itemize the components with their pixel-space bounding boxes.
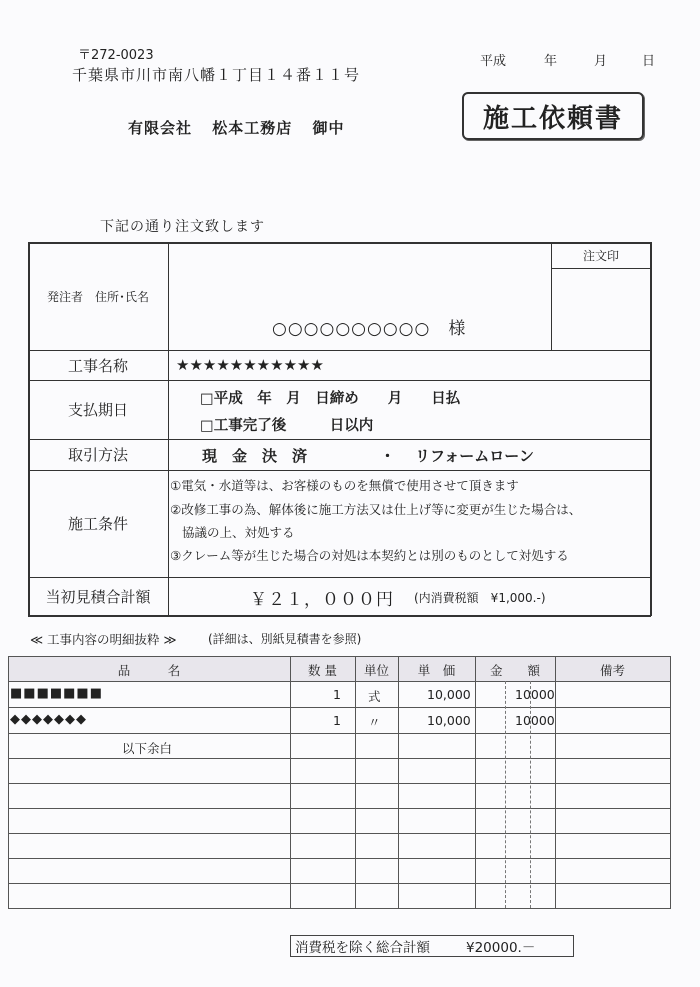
grand-total bbox=[290, 935, 574, 957]
orderer-label: 発注者 住所･氏名 bbox=[46, 289, 149, 304]
project-name-value: ★★★★★★★★★★★ bbox=[176, 356, 324, 374]
trade-loan: リフォームローン bbox=[415, 447, 534, 465]
stamp-label: 注文印 bbox=[582, 248, 619, 263]
row-1-item: ■■■■■■■ bbox=[10, 686, 103, 701]
orderer-name: ○○○○○○○○○○ 様 bbox=[272, 319, 467, 339]
trade-separator: ・ bbox=[380, 447, 396, 465]
address: 千葉県市川市南八幡１丁目１４番１１号 bbox=[72, 66, 361, 84]
col-remarks: 備考 bbox=[599, 663, 625, 678]
date-year: 年 bbox=[544, 54, 558, 69]
trade-cash: 現 金 決 済 bbox=[202, 447, 308, 465]
row-1-price: 10,000 bbox=[427, 687, 471, 702]
details-section-title: ≪ 工事内容の明細抜粋 ≫ bbox=[30, 632, 177, 647]
details-section-note: (詳細は、別紙見積書を参照) bbox=[208, 632, 362, 646]
row-1-amount: 10000 bbox=[515, 687, 555, 702]
row-2-item: ◆◆◆◆◆◆◆ bbox=[10, 712, 87, 727]
col-unit: 単位 bbox=[363, 663, 389, 678]
condition-1: ①電気・水道等は、お客様のものを無償で使用させて頂きます bbox=[170, 478, 519, 493]
honorific: 御中 bbox=[312, 119, 345, 137]
estimate-value: ￥２１，０００円 bbox=[250, 590, 394, 610]
row-2-price: 10,000 bbox=[427, 713, 471, 728]
payment-option-completion: □工事完了後 日以内 bbox=[200, 418, 374, 434]
condition-2: ②改修工事の為、解体後に施工方法又は仕上げ等に変更が生じた場合は、 bbox=[170, 502, 582, 517]
estimate-label: 当初見積合計額 bbox=[45, 587, 151, 606]
date-era: 平成 bbox=[480, 54, 507, 69]
condition-2-cont: 協議の上、対処する bbox=[182, 525, 295, 540]
row-2-amount: 10000 bbox=[515, 713, 555, 728]
col-price: 単 価 bbox=[417, 663, 456, 678]
order-statement: 下記の通り注文致します bbox=[100, 219, 265, 235]
document-title: 施工依頼書 bbox=[462, 92, 644, 140]
estimate-tax: (内消費税額 ¥1,000.-) bbox=[414, 591, 546, 605]
company-name: 松本工務店 bbox=[212, 119, 293, 137]
trade-method-label: 取引方法 bbox=[67, 446, 128, 464]
date-day: 日 bbox=[642, 54, 656, 69]
company-type: 有限会社 bbox=[128, 119, 193, 137]
company-line bbox=[128, 117, 359, 138]
col-amount: 金 額 bbox=[489, 663, 540, 678]
condition-3: ③クレーム等が生じた場合の対処は本契約とは別のものとして対処する bbox=[170, 548, 569, 563]
postal-code: 〒272-0023 bbox=[78, 48, 154, 63]
col-qty: 数 量 bbox=[308, 663, 337, 678]
payment-option-closing: □平成 年 月 日締め 月 日払 bbox=[200, 391, 461, 407]
row-3-item: 以下余白 bbox=[122, 741, 173, 756]
col-item: 品 名 bbox=[117, 663, 181, 678]
row-1-qty: 1 bbox=[333, 687, 341, 702]
row-1-unit: 式 bbox=[368, 689, 381, 704]
project-name-label: 工事名称 bbox=[67, 356, 128, 375]
row-2-qty: 1 bbox=[333, 713, 341, 728]
total-label: 消費税を除く総合計額 bbox=[295, 940, 430, 956]
total-value: ¥20000.－ bbox=[466, 940, 536, 956]
date-month: 月 bbox=[594, 54, 608, 69]
payment-label: 支払期日 bbox=[67, 401, 128, 419]
row-2-unit: 〃 bbox=[368, 715, 381, 730]
conditions-label: 施工条件 bbox=[67, 515, 128, 533]
